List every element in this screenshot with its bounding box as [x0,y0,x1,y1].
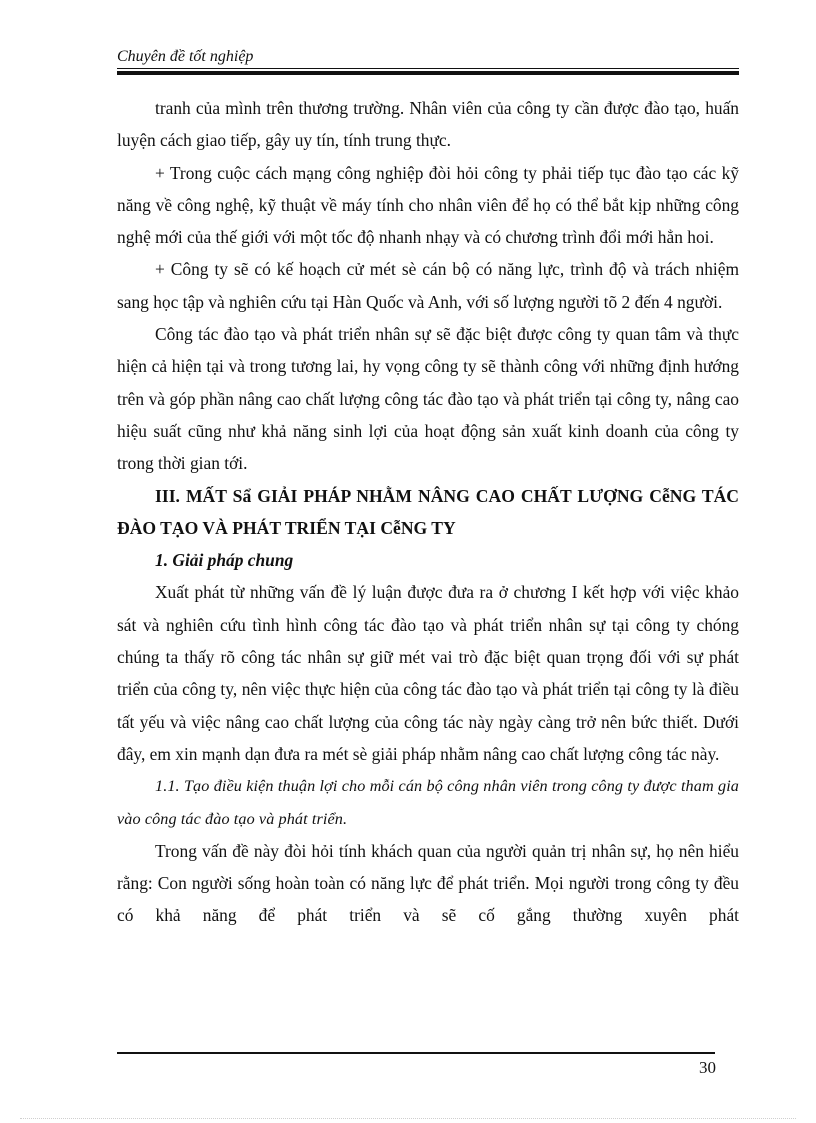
italic-subsection-heading: 1.1. Tạo điều kiện thuận lợi cho mỗi cán bộ công nhân viên trong công ty được tham gia vào công tác đào tạo và phát triển. [117,777,739,828]
paragraph: Trong vấn đề này đòi hỏi tính khách quan của người quản trị nhân sự, họ nên hiểu rằng: Con người sống hoàn toàn có năng lực để phát triển. Mọi người trong công ty đều có khả năng để phát triển và sẽ cố gắng thường xuyên phát [117,840,739,926]
section-heading: III. MẤT Sẩ GIẢI PHÁP NHẰM NÂNG CAO CHẤT LƯỢNG CễNG TÁC ĐÀO TẠO VÀ PHÁT TRIỂN TẠI CễNG TY [117,485,739,538]
paragraph: tranh của mình trên thương trường. Nhân viên của công ty cần được đào tạo, huấn luyện cách giao tiếp, gây uy tín, tính trung thực. [117,98,739,151]
paragraph: Công tác đào tạo và phát triển nhân sự sẽ đặc biệt được công ty quan tâm và thực hiện cả hiện tại và trong tương lai, hy vọng công ty sẽ thành công với những định hướng trên và góp phần nâng cao chất lượng công tác đào tạo và phát triển tại công ty, nâng cao hiệu suất cũng như khả năng sinh lợi của hoạt động sản xuất kinh doanh của công ty trong thời gian tới. [117,324,739,474]
document-body [117,92,739,932]
page-header-title: Chuyên đề tốt nghiệp [117,48,254,65]
header-rule-thick [117,71,739,75]
paragraph: Xuất phát từ những vấn đề lý luận được đưa ra ở chương I kết hợp với việc khảo sát và nghiên cứu tình hình công tác đào tạo và phát triển nhân sự tại công ty chóng chúng ta thấy rõ công tác nhân sự giữ mét vai trò đặc biệt quan trọng đối với sự phát triển của công ty, nên việc thực hiện của công tác đào tạo và phát triển tại công ty là điều tất yếu và việc nâng cao chất lượng của công tác này ngày càng trở nên bức thiết. Dưới đây, em xin mạnh dạn đưa ra mét sè giải pháp nhằm nâng cao chất lượng công tác này. [117,582,739,764]
footer-rule [117,1052,715,1054]
page-bottom-dotted-border [20,1118,796,1119]
sub-heading: 1. Giải pháp chung [155,550,294,571]
header-rule-thin [117,68,739,69]
paragraph: + Công ty sẽ có kế hoạch cử mét sè cán bộ có năng lực, trình độ và trách nhiệm sang học tập và nghiên cứu tại Hàn Quốc và Anh, với số lượng người tõ 2 đến 4 người. [117,259,739,312]
page-number: 30 [699,1058,716,1077]
paragraph: + Trong cuộc cách mạng công nghiệp đòi hỏi công ty phải tiếp tục đào tạo các kỹ năng về công nghệ, kỹ thuật về máy tính cho nhân viên để họ có thể bắt kịp những công nghệ mới của thế giới với một tốc độ nhanh nhạy và có chương trình đổi mới hẳn hoi. [117,162,739,248]
